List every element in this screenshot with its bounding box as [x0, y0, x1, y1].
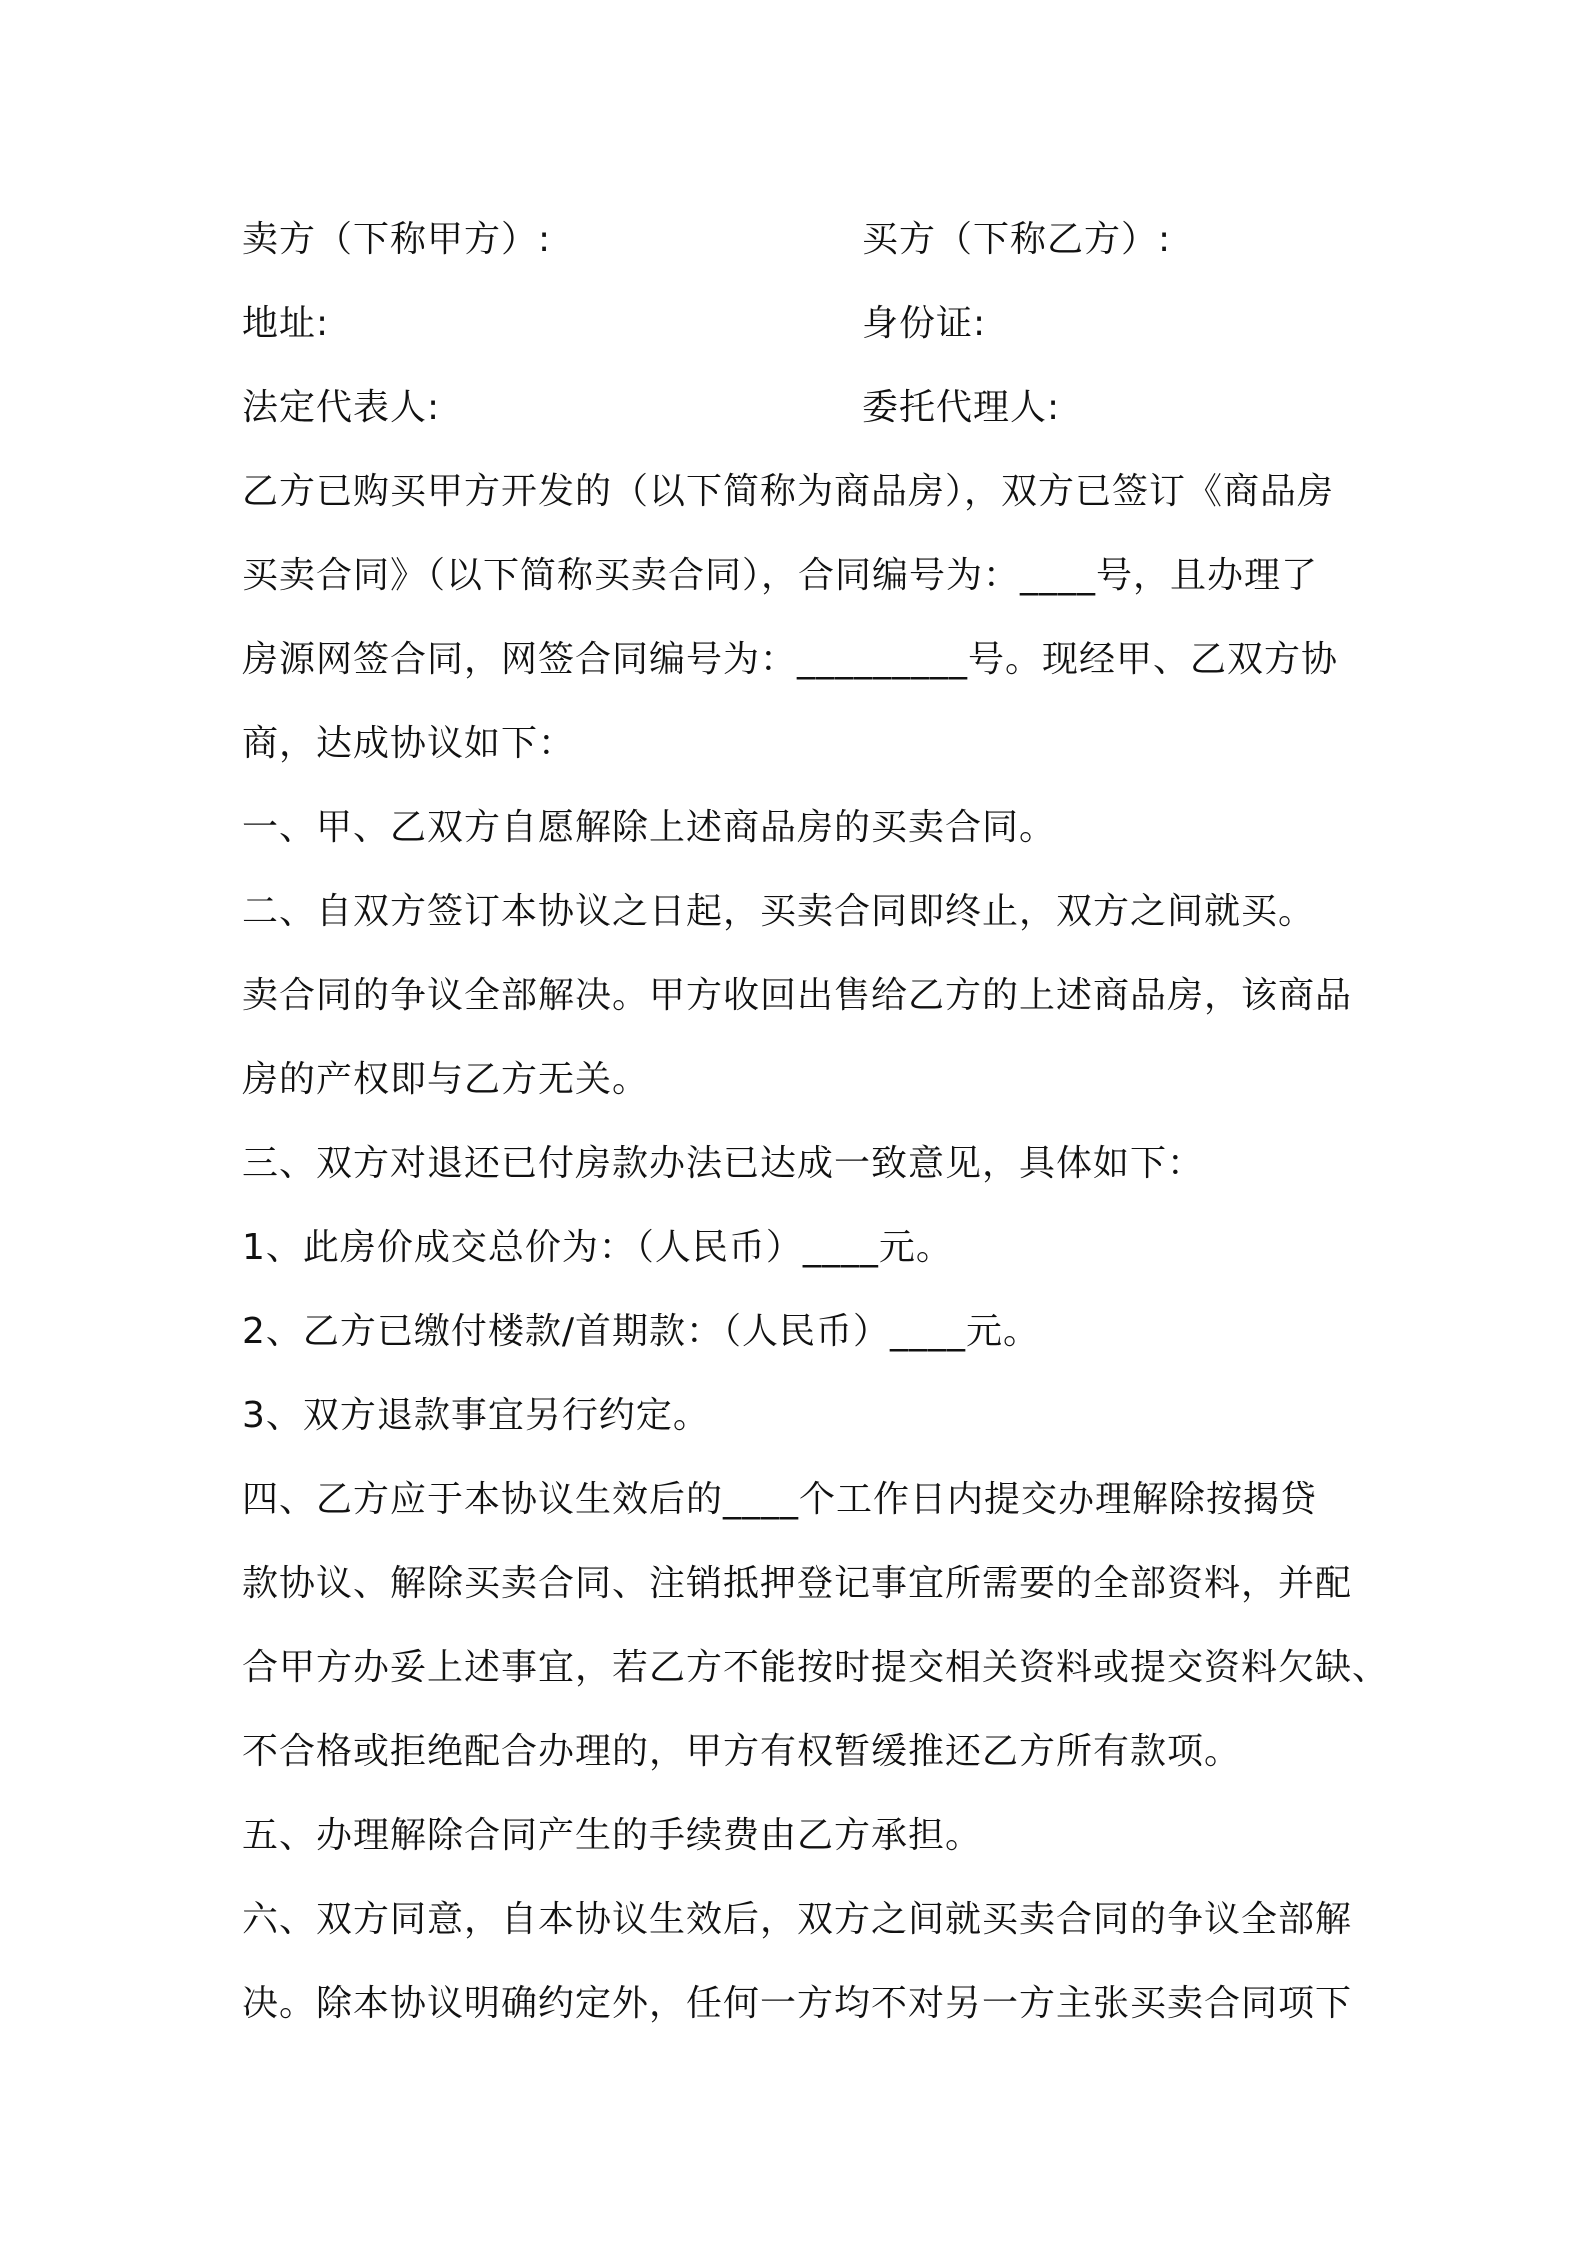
body-line: 合甲方办妥上述事宜，若乙方不能按时提交相关资料或提交资料欠缺、: [242, 1647, 1390, 1688]
sub-item-1: 1、此房价成交总价为：（人民币）____元。: [242, 1227, 953, 1268]
representative-row: [242, 366, 1382, 450]
body-line: 决。除本协议明确约定外，任何一方均不对另一方主张买卖合同项下: [242, 1983, 1353, 2024]
party-row: [242, 198, 1382, 282]
sub-item-3: 3、双方退款事宜另行约定。: [242, 1395, 710, 1436]
seller-label: 卖方（下称甲方）:: [242, 219, 552, 260]
body-line: 款协议、解除买卖合同、注销抵押登记事宜所需要的全部资料，并配: [242, 1563, 1353, 1604]
body-line: 乙方已购买甲方开发的（以下简称为商品房），双方已签订《商品房: [242, 471, 1335, 512]
clause-five: 五、办理解除合同产生的手续费由乙方承担。: [242, 1815, 983, 1856]
agent-label: 委托代理人:: [862, 387, 1061, 428]
document-content: [242, 198, 1390, 2046]
sub-item-2: 2、乙方已缴付楼款/首期款：（人民币）____元。: [242, 1311, 1041, 1352]
clause-one: 一、甲、乙双方自愿解除上述商品房的买卖合同。: [242, 807, 1057, 848]
clause-four: 四、乙方应于本协议生效后的____个工作日内提交办理解除按揭贷: [242, 1479, 1318, 1520]
clause-three: 三、双方对退还已付房款办法已达成一致意见，具体如下：: [242, 1143, 1205, 1184]
clause-six: 六、双方同意，自本协议生效后，双方之间就买卖合同的争议全部解: [242, 1899, 1353, 1940]
clause-two: 二、自双方签订本协议之日起，买卖合同即终止，双方之间就买。: [242, 891, 1316, 932]
id-label: 身份证:: [862, 303, 987, 344]
body-line: 买卖合同》（以下简称买卖合同），合同编号为：____号，且办理了: [242, 555, 1319, 596]
body-line: 房源网签合同，网签合同编号为：_________号。现经甲、乙双方协: [242, 639, 1339, 680]
body-line: 卖合同的争议全部解决。甲方收回出售给乙方的上述商品房，该商品: [242, 975, 1353, 1016]
legal-rep-label: 法定代表人:: [242, 387, 441, 428]
body-line: 商，达成协议如下：: [242, 723, 576, 764]
address-row: [242, 282, 1382, 366]
buyer-label: 买方（下称乙方）:: [862, 219, 1172, 260]
body-line: 房的产权即与乙方无关。: [242, 1059, 650, 1100]
body-line: 不合格或拒绝配合办理的，甲方有权暂缓推还乙方所有款项。: [242, 1731, 1242, 1772]
address-label: 地址:: [242, 303, 330, 344]
